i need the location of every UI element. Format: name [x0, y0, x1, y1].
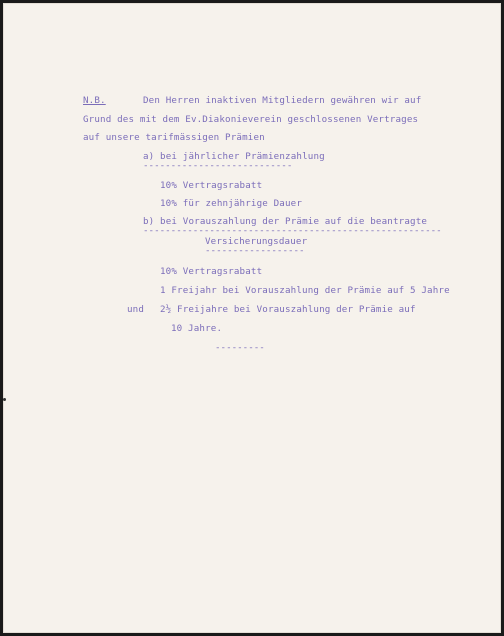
section-b-item-3: 2½ Freijahre bei Vorauszahlung der Prämie auf — [160, 304, 416, 315]
paragraph-line-2: Grund des mit dem Ev.Diakonieverein geschlossenen Vertrages — [83, 114, 419, 125]
end-rule: --------- — [215, 342, 265, 353]
section-b-underline: ------------------------------------------------------ — [143, 225, 442, 236]
section-b-item-1: 10% Vertragsrabatt — [160, 266, 263, 277]
paper-sheet — [3, 3, 501, 633]
section-b-subheading: Versicherungsdauer — [205, 236, 308, 247]
scan-speck — [3, 398, 6, 401]
section-b-item-2: 1 Freijahr bei Vorauszahlung der Prämie auf 5 Jahre — [160, 285, 450, 296]
nb-label: N.B. — [83, 95, 106, 106]
paragraph-line-3: auf unsere tarifmässigen Prämien — [83, 132, 265, 143]
section-a-item-1: 10% Vertragsrabatt — [160, 180, 263, 191]
section-a-underline: --------------------------- — [143, 160, 293, 171]
section-b-item-3-cont: 10 Jahre. — [171, 323, 223, 334]
section-a-heading: a) bei jährlicher Prämienzahlung — [143, 151, 325, 162]
section-b-heading: b) bei Vorauszahlung der Prämie auf die beantragte — [143, 216, 428, 227]
section-b-sub-underline: ------------------ — [205, 245, 305, 256]
paragraph-line-1: Den Herren inaktiven Mitgliedern gewähren wir auf — [143, 95, 422, 106]
und-label: und — [127, 304, 145, 315]
section-a-item-2: 10% für zehnjährige Dauer — [160, 198, 303, 209]
